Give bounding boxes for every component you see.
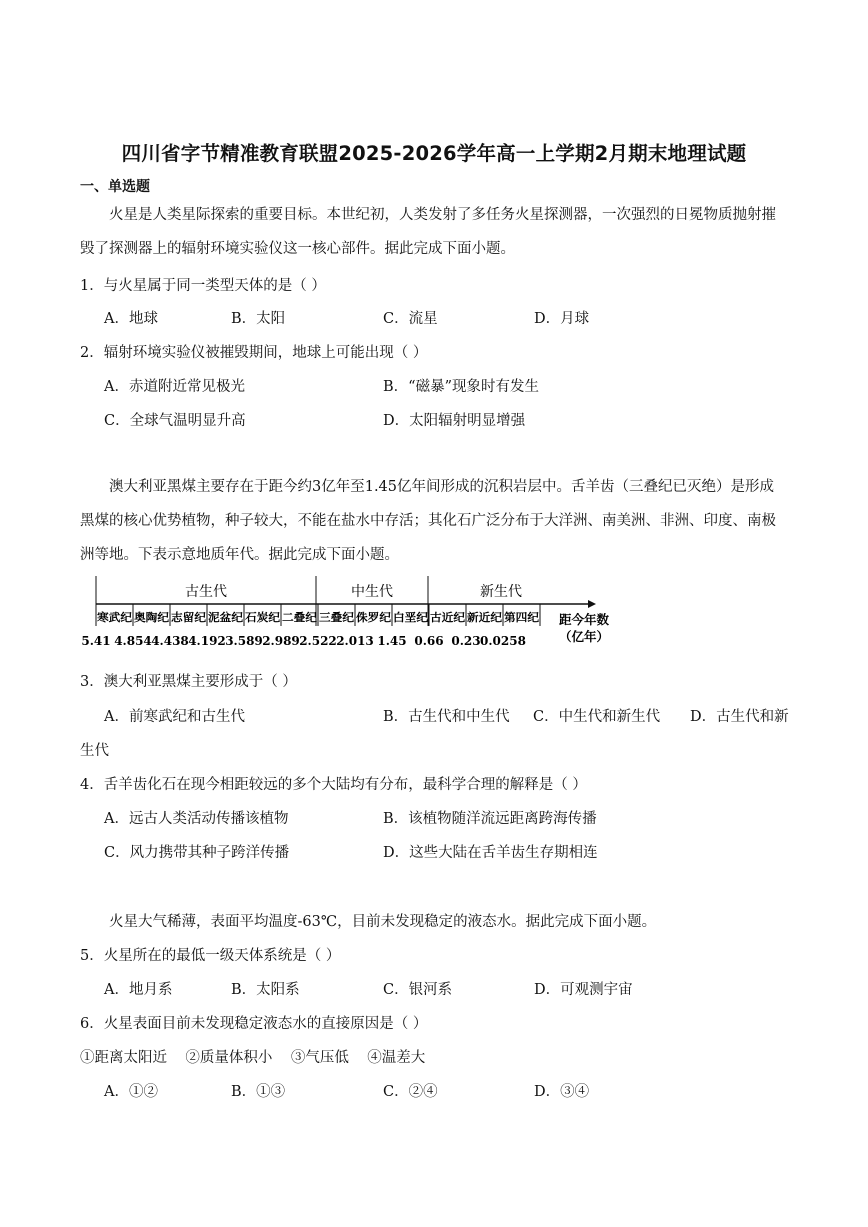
age-value-label: 0.23 [451,634,481,648]
axis-label: 距今年数 [558,612,610,627]
q3-option-a: A．前寒武纪和古生代 [104,709,245,725]
q4-option-d: D．这些大陆在舌羊齿生存期相连 [383,845,598,861]
period-label: 第四纪 [504,611,537,624]
question-5-stem: 5．火星所在的最低一级天体系统是（ ） [80,948,341,964]
period-label: 志留纪 [171,611,204,624]
section-heading: 一、单选题 [80,179,150,195]
q6-conditions: ①距离太阳近 ②质量体积小 ③气压低 ④温差大 [80,1050,426,1066]
timeline-arrow [588,600,596,608]
question-3-stem: 3．澳大利亚黑煤主要形成于（ ） [80,674,297,690]
question-4-stem: 4．舌羊齿化石在现今相距较远的多个大陆均有分布，最科学合理的解释是（ ） [80,777,587,793]
q1-option-a: A．地球 [104,311,158,327]
age-value-label: 5.41 [81,634,111,648]
intro-passage-2: 澳大利亚黑煤主要存在于距今约3亿年至1.45亿年间形成的沉积岩层中。舌羊齿（三叠纪已灭绝）是形成黑煤的核心优势植物，种子较大，不能在盐水中存活；其化石广泛分布于大洋洲、南美洲、非洲、印度、南极洲等地。下表示意地质年代。据此完成下面小题。 [80,479,776,563]
age-value-label: 2.013 [336,634,374,648]
q3-option-c: C．中生代和新生代 [533,709,661,725]
q1-option-d: D．月球 [534,311,590,327]
q5-option-a: A．地月系 [104,982,173,998]
q4-option-b: B．该植物随洋流远距离跨海传播 [383,811,597,827]
age-value-label: 4.854 [114,634,152,648]
q4-option-c: C．风力携带其种子跨洋传播 [104,845,290,861]
age-value-label: 0.66 [414,634,444,648]
period-label: 奥陶纪 [134,611,167,624]
q5-option-b: B．太阳系 [231,982,300,998]
q3-option-d-wrap: 生代 [80,743,109,759]
q3-option-b: B．古生代和中生代 [383,709,510,725]
age-value-label: 2.989 [262,634,300,648]
period-label: 石炭纪 [245,611,278,624]
q2-option-c: C．全球气温明显升高 [104,413,246,429]
q1-option-b: B．太阳 [231,311,286,327]
question-2-stem: 2．辐射环境实验仪被摧毁期间，地球上可能出现（ ） [80,345,428,361]
period-label: 寒武纪 [97,611,130,624]
q2-option-b: B．“磁暴”现象时有发生 [383,379,539,395]
q4-option-a: A．远古人类活动传播该植物 [104,811,289,827]
age-value-label: 4.192 [188,634,226,648]
intro-passage-1: 火星是人类星际探索的重要目标。本世纪初，人类发射了多任务火星探测器，一次强烈的日冕物质抛射摧毁了探测器上的辐射环境实验仪这一核心部件。据此完成下面小题。 [80,207,776,257]
question-6-stem: 6．火星表面目前未发现稳定液态水的直接原因是（ ） [80,1016,428,1032]
question-1-stem: 1．与火星属于同一类型天体的是（ ） [80,278,326,294]
period-label: 泥盆纪 [208,611,241,624]
era-label: 古生代 [185,584,227,600]
q6-option-c: C．②④ [383,1084,438,1100]
age-value-label: 4.438 [151,634,189,648]
period-label: 二叠纪 [282,611,315,624]
intro-passage-3: 火星大气稀薄，表面平均温度-63℃，目前未发现稳定的液态水。据此完成下面小题。 [109,914,657,930]
page-title: 四川省字节精准教育联盟2025-2026学年高一上学期2月期末地理试题 [121,142,747,165]
geologic-timeline [76,576,636,648]
era-label: 新生代 [480,584,522,600]
age-value-label: 3.589 [225,634,263,648]
age-value-label: 1.45 [377,634,407,648]
age-value-label: 0.0258 [480,634,526,648]
period-label: 古近纪 [430,611,463,624]
q2-option-a: A．赤道附近常见极光 [104,379,245,395]
q6-option-b: B．①③ [231,1084,286,1100]
q2-option-d: D．太阳辐射明显增强 [383,413,526,429]
q5-option-c: C．银河系 [383,982,453,998]
period-label: 白垩纪 [393,611,426,624]
q1-option-c: C．流星 [383,311,438,327]
period-label: 新近纪 [467,611,500,624]
axis-unit: （亿年） [558,629,610,644]
q5-option-d: D．可观测宇宙 [534,982,633,998]
age-value-label: 2.522 [299,634,337,648]
q3-option-d: D．古生代和新 [690,709,789,725]
q6-option-a: A．①② [104,1084,158,1100]
q6-option-d: D．③④ [534,1084,590,1100]
period-label: 侏罗纪 [356,611,389,624]
era-label: 中生代 [351,584,393,600]
period-label: 三叠纪 [319,611,352,624]
